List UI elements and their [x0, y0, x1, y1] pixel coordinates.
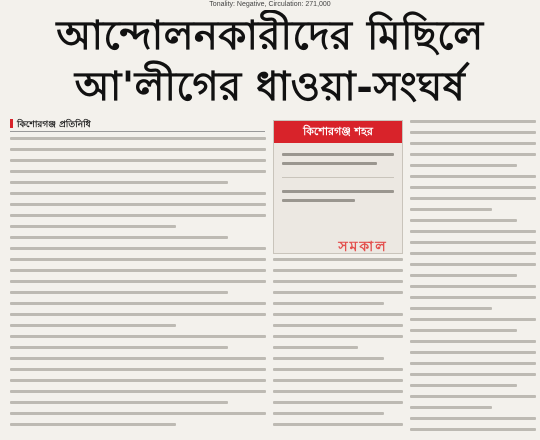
byline-text: কিশোরগঞ্জ প্রতিনিধি [17, 120, 91, 130]
text-line-placeholder [10, 291, 228, 294]
highlight-box-title: কিশোরগঞ্জ শহর [274, 121, 402, 143]
text-line-placeholder [273, 401, 403, 404]
text-line-placeholder [410, 186, 536, 189]
text-line-placeholder [10, 412, 266, 415]
highlight-item-1 [282, 153, 394, 165]
text-line-placeholder [273, 280, 403, 283]
text-line-placeholder [410, 164, 517, 167]
text-line-placeholder [410, 208, 492, 211]
text-line-placeholder [10, 401, 228, 404]
text-line-placeholder [10, 313, 266, 316]
text-line-placeholder [10, 258, 266, 261]
text-line-placeholder [273, 258, 403, 261]
text-line-placeholder [410, 340, 536, 343]
text-line-placeholder [10, 225, 176, 228]
text-line-placeholder [10, 368, 266, 371]
text-line-placeholder [410, 219, 517, 222]
text-line-placeholder [410, 142, 536, 145]
text-line-placeholder [273, 357, 384, 360]
text-line-placeholder [273, 412, 384, 415]
text-line-placeholder [410, 197, 536, 200]
text-line-placeholder [410, 406, 492, 409]
text-line-placeholder [273, 291, 403, 294]
article-column-right [410, 120, 536, 438]
text-line-placeholder [273, 335, 403, 338]
text-line-placeholder [410, 241, 536, 244]
text-line-placeholder [410, 362, 536, 365]
text-line-placeholder [410, 252, 536, 255]
text-line-placeholder [410, 428, 536, 431]
text-line-placeholder [410, 384, 517, 387]
text-line-placeholder [10, 390, 266, 393]
text-line-placeholder [273, 346, 358, 349]
text-line-placeholder [273, 390, 403, 393]
text-line-placeholder [10, 181, 228, 184]
text-line-placeholder [410, 274, 517, 277]
text-line-placeholder [273, 324, 403, 327]
text-line-placeholder [410, 329, 517, 332]
byline [10, 118, 265, 132]
text-line-placeholder [410, 296, 536, 299]
text-line-placeholder [10, 280, 266, 283]
highlight-divider [282, 177, 394, 178]
byline-marker [10, 119, 13, 128]
text-line-placeholder [10, 335, 266, 338]
text-line-placeholder [410, 131, 536, 134]
text-line-placeholder [273, 302, 384, 305]
text-line-placeholder [10, 346, 228, 349]
text-line-placeholder [10, 247, 266, 250]
text-line-placeholder [10, 148, 266, 151]
text-line-placeholder [410, 175, 536, 178]
text-line-placeholder [273, 379, 403, 382]
text-line-placeholder [410, 230, 536, 233]
text-line-placeholder [10, 357, 266, 360]
text-line-placeholder [10, 214, 266, 217]
text-line-placeholder [410, 120, 536, 123]
text-line-placeholder [273, 368, 403, 371]
article-column-left [10, 137, 266, 437]
text-line-placeholder [410, 351, 536, 354]
text-line-placeholder [410, 417, 536, 420]
text-line-placeholder [273, 423, 403, 426]
text-line-placeholder [10, 324, 176, 327]
text-line-placeholder [410, 285, 536, 288]
text-line-placeholder [410, 153, 536, 156]
clipping-meta: Tonality: Negative, Circulation: 271,000 [209, 1, 331, 8]
text-line-placeholder [10, 203, 266, 206]
text-line-placeholder [10, 170, 266, 173]
text-line-placeholder [410, 307, 492, 310]
text-line-placeholder [273, 313, 403, 316]
text-line-placeholder [10, 269, 266, 272]
text-line-placeholder [410, 373, 536, 376]
text-line-placeholder [10, 379, 266, 382]
headline-line-2: আ'লীগের ধাওয়া-সংঘর্ষ [74, 63, 466, 110]
text-line-placeholder [10, 192, 266, 195]
text-line-placeholder [10, 236, 228, 239]
text-line-placeholder [410, 263, 536, 266]
text-line-placeholder [273, 269, 403, 272]
watermark-logo: সমকাল [338, 239, 388, 255]
text-line-placeholder [10, 423, 176, 426]
text-line-placeholder [410, 318, 536, 321]
highlight-box [273, 120, 403, 254]
highlight-item-2 [282, 190, 394, 202]
text-line-placeholder [10, 302, 266, 305]
text-line-placeholder [10, 137, 266, 140]
highlight-box-body [274, 143, 402, 202]
text-line-placeholder [10, 159, 266, 162]
article-column-middle [273, 258, 403, 438]
headline-line-1: আন্দোলনকারীদের মিছিলে [56, 12, 484, 59]
text-line-placeholder [410, 395, 536, 398]
